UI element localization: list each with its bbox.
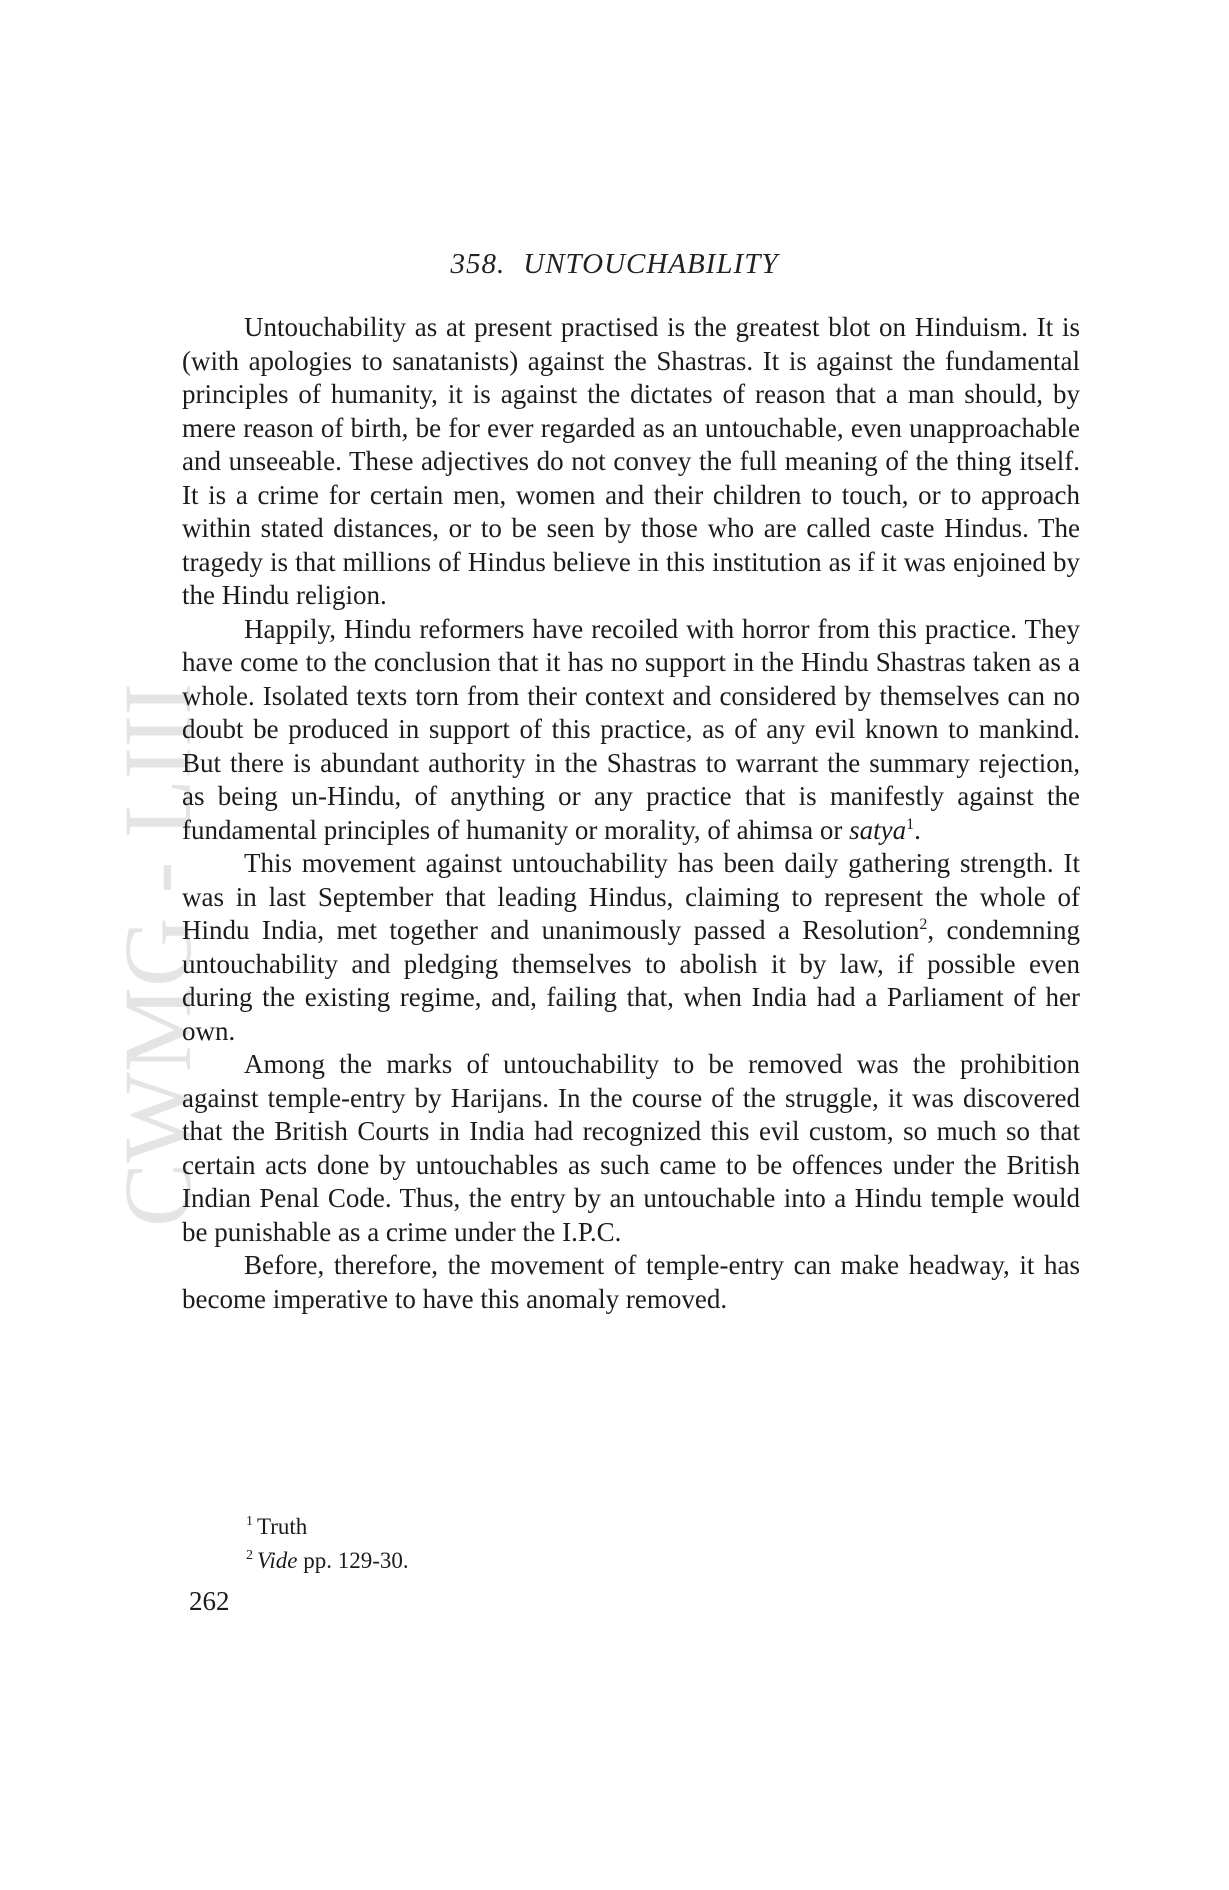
paragraph	[182, 311, 1080, 613]
footnote-marker: 2	[246, 1548, 253, 1563]
footnote	[246, 1544, 409, 1578]
paragraph	[182, 847, 1080, 1048]
paragraph	[182, 1048, 1080, 1249]
article-number: 358.	[450, 248, 506, 280]
paragraph-text: This movement against untouchability has been daily gathering strength. It was in last September that leading Hindus, claiming to represent the whole of Hindu India, met together and unanimously passed a Resolution	[182, 848, 1080, 945]
paragraph-text: Before, therefore, the movement of temple-entry can make headway, it has become imperative to have this anomaly removed.	[182, 1250, 1080, 1314]
footnote-ref: 1	[906, 815, 915, 833]
footnote-text: Truth	[257, 1514, 308, 1539]
watermark-text: CWMG LIII	[120, 683, 211, 1227]
footnote-marker: 1	[246, 1514, 253, 1529]
paragraph	[182, 1249, 1080, 1316]
paragraph-text: Among the marks of untouchability to be removed was the prohibition against temple-entry by Harijans. In the course of the struggle, it was discovered that the British Courts in India had recognized this evil custom, so much so that certain acts done by untouchables as such came to be offences under the British Indian Penal Code. Thus, the entry by an untouchable into a Hindu temple would be punishable as a crime under the I.P.C.	[182, 1049, 1080, 1247]
page-number: 262	[189, 1586, 230, 1616]
footnote	[246, 1510, 409, 1544]
footnote-label: Vide	[257, 1548, 298, 1573]
body-text	[182, 311, 1080, 1316]
footnotes	[246, 1510, 409, 1578]
paragraph-text: , condemning untouchability and pledging themselves to abolish it by law, if possible even during the existing regime, and, failing that, when India had a Parliament of her own.	[182, 915, 1080, 1046]
paragraph-text: Happily, Hindu reformers have recoiled with horror from this practice. They have come to the conclusion that it has no support in the Hindu Shastras taken as a whole. Isolated texts torn from their context and considered by themselves can no doubt be produced in support of this practice, as of any evil known to mankind. But there is abundant authority in the Shastras to warrant the summary rejection, as being un-Hindu, of anything or any practice that is manifestly against the fundamental principles of humanity or morality, of ahimsa or	[182, 613, 1080, 845]
paragraph-text: .	[914, 814, 921, 845]
paragraph-text: satya	[849, 814, 907, 845]
footnote-text: pp. 129-30.	[303, 1548, 409, 1573]
page-title	[0, 248, 1229, 281]
footnote-ref: 2	[919, 916, 928, 933]
paragraph	[182, 613, 1080, 848]
paragraph-text: Untouchability as at present practised is the greatest blot on Hinduism. It is (with apologies to sanatanists) against the Shastras. It is against the fundamental principles of humanity, it is against the dictates of reason that a man should, by mere reason of birth, be for ever regarded as an untouchable, even unapproachable and unseeable. These adjectives do not convey the full meaning of the thing itself. It is a crime for certain men, women and their children to touch, or to approach within stated distances, or to be seen by those who are called caste Hindus. The tragedy is that millions of Hindus believe in this institution as if it was enjoined by the Hindu religion.	[182, 312, 1080, 610]
article-title: UNTOUCHABILITY	[523, 248, 779, 280]
